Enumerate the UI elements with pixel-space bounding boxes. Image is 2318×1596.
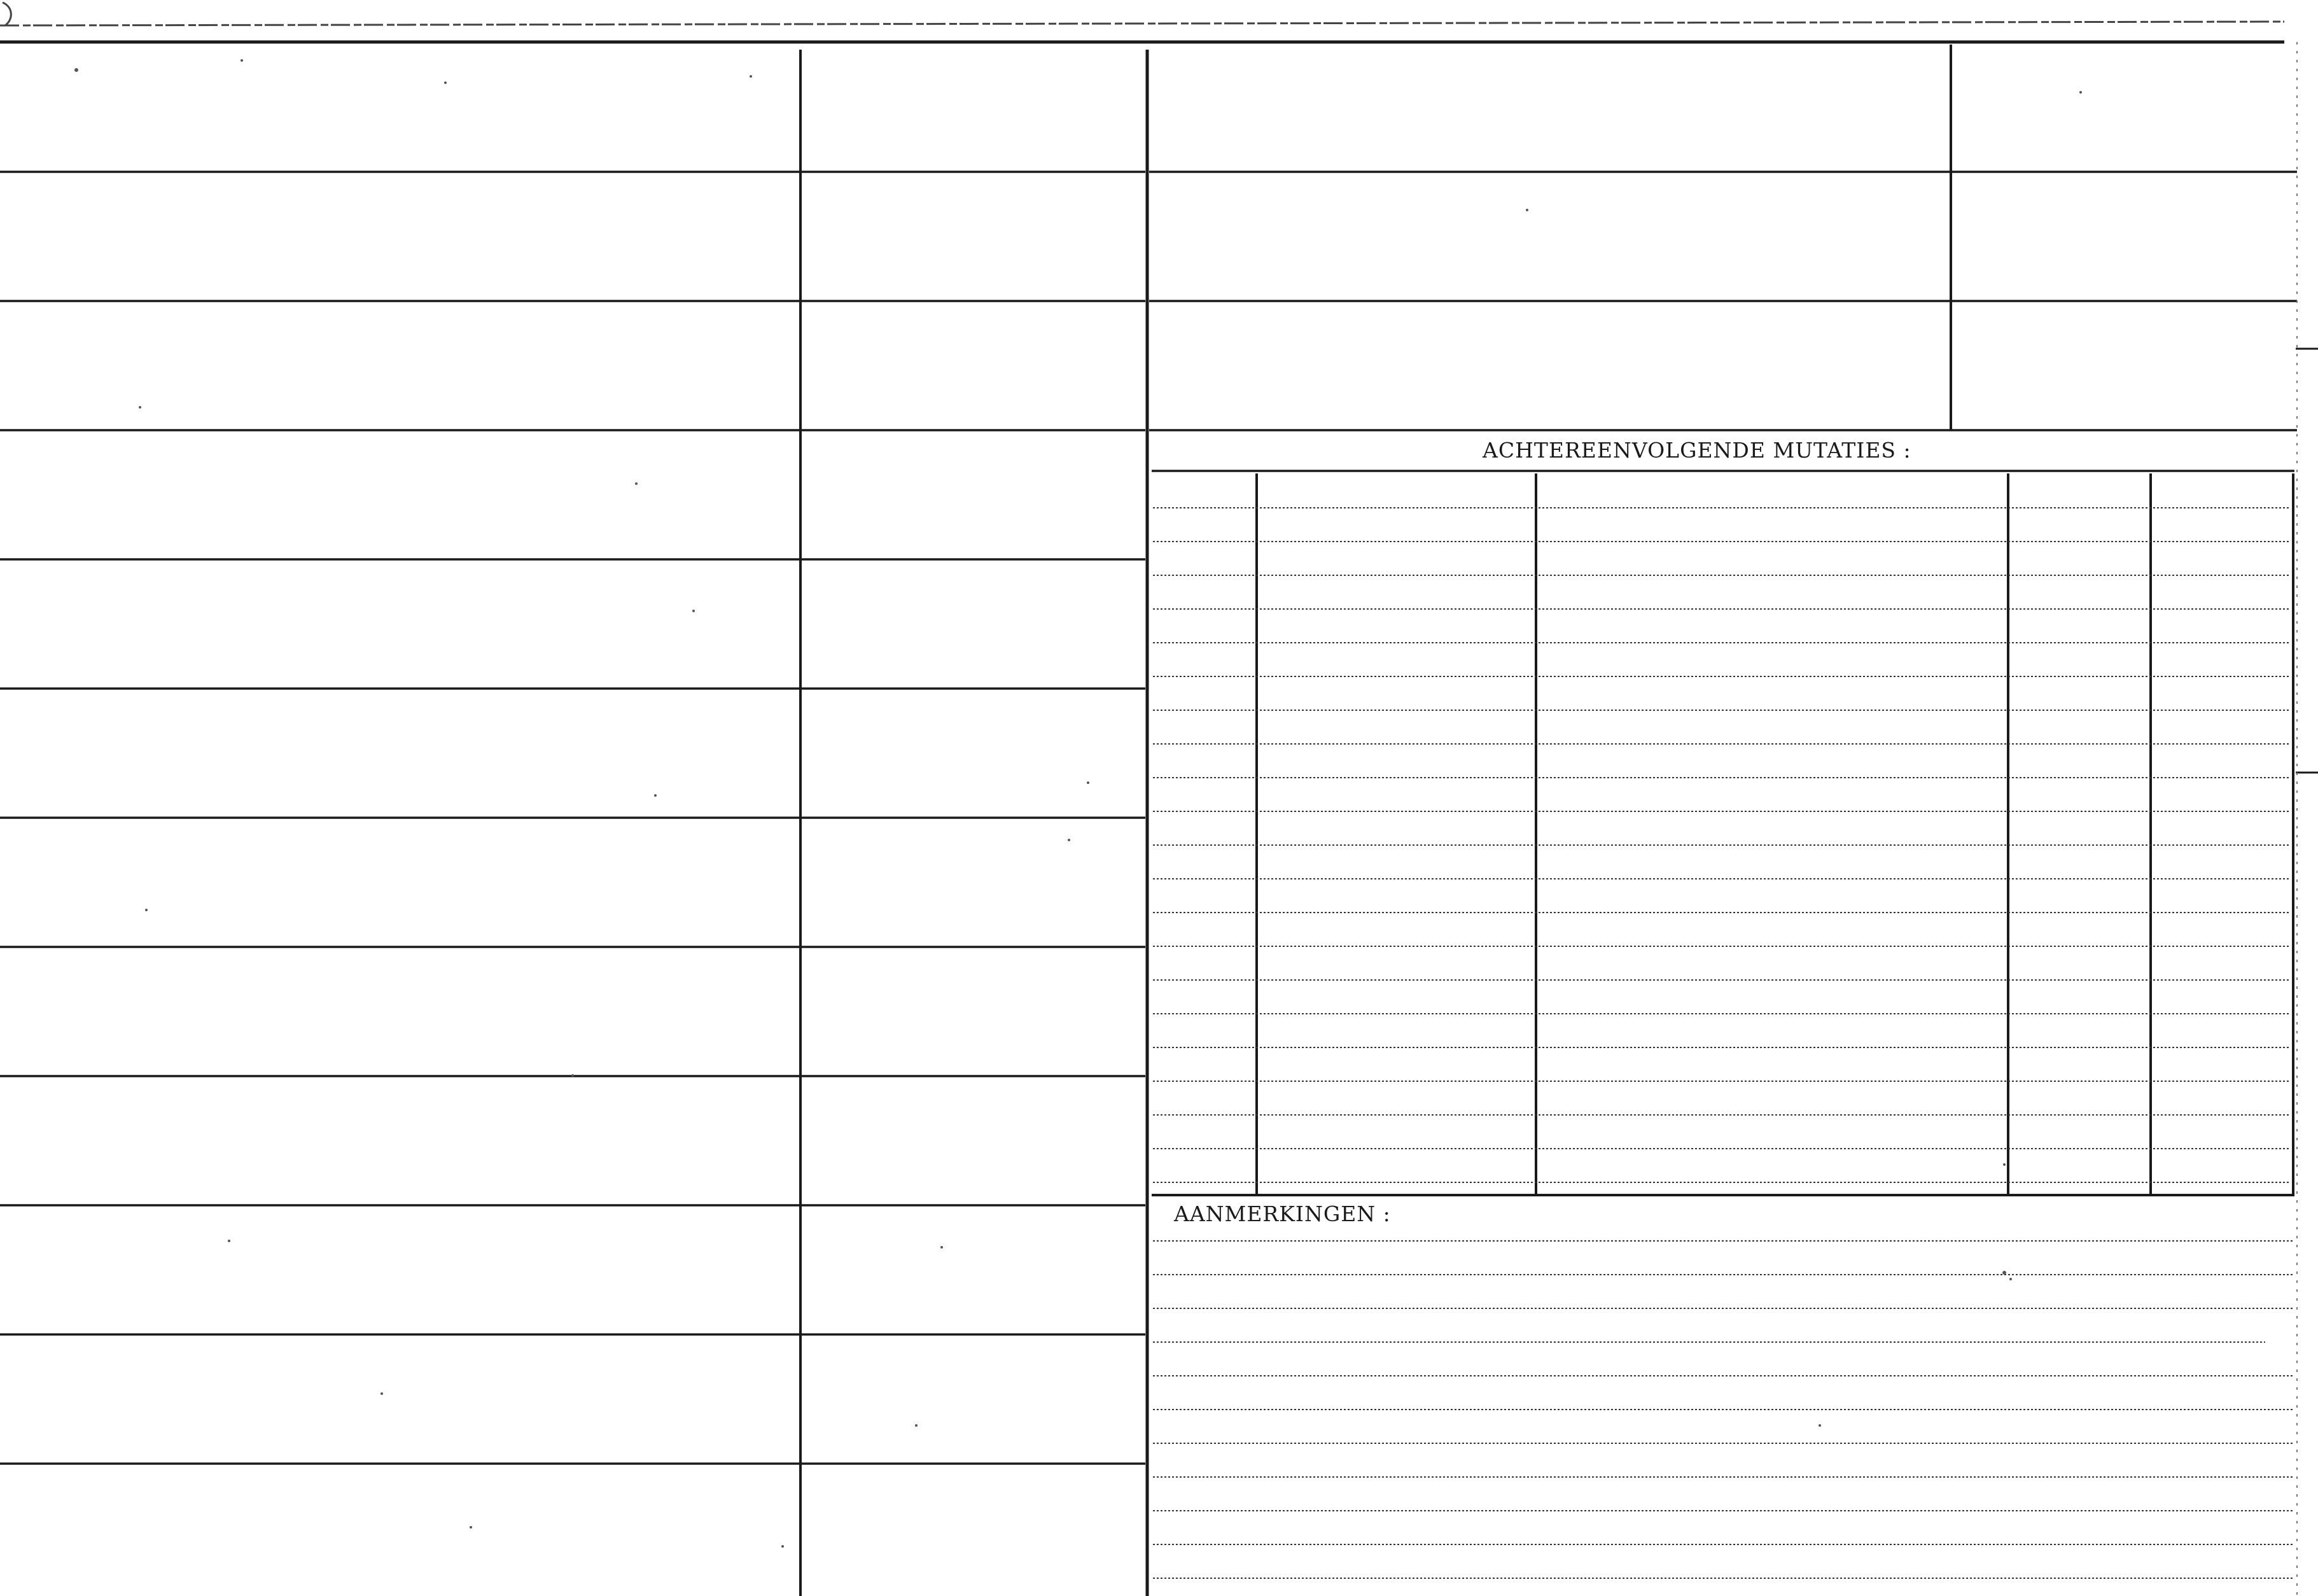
aanmerkingen-heading: AANMERKINGEN : xyxy=(1174,1201,1391,1226)
corner-mark xyxy=(3,3,11,25)
left-table-rows xyxy=(0,172,1145,1464)
right-top-rows xyxy=(1149,172,2297,430)
mutaties-columns xyxy=(1257,473,2293,1194)
mutaties-dotted-rows xyxy=(1153,508,2291,1182)
scan-specks xyxy=(74,59,2082,1548)
mutaties-heading: ACHTEREENVOLGENDE MUTATIES : xyxy=(1483,438,1911,463)
aanmerkingen-dotted-lines xyxy=(1153,1241,2294,1578)
top-edge-line xyxy=(0,22,2284,25)
